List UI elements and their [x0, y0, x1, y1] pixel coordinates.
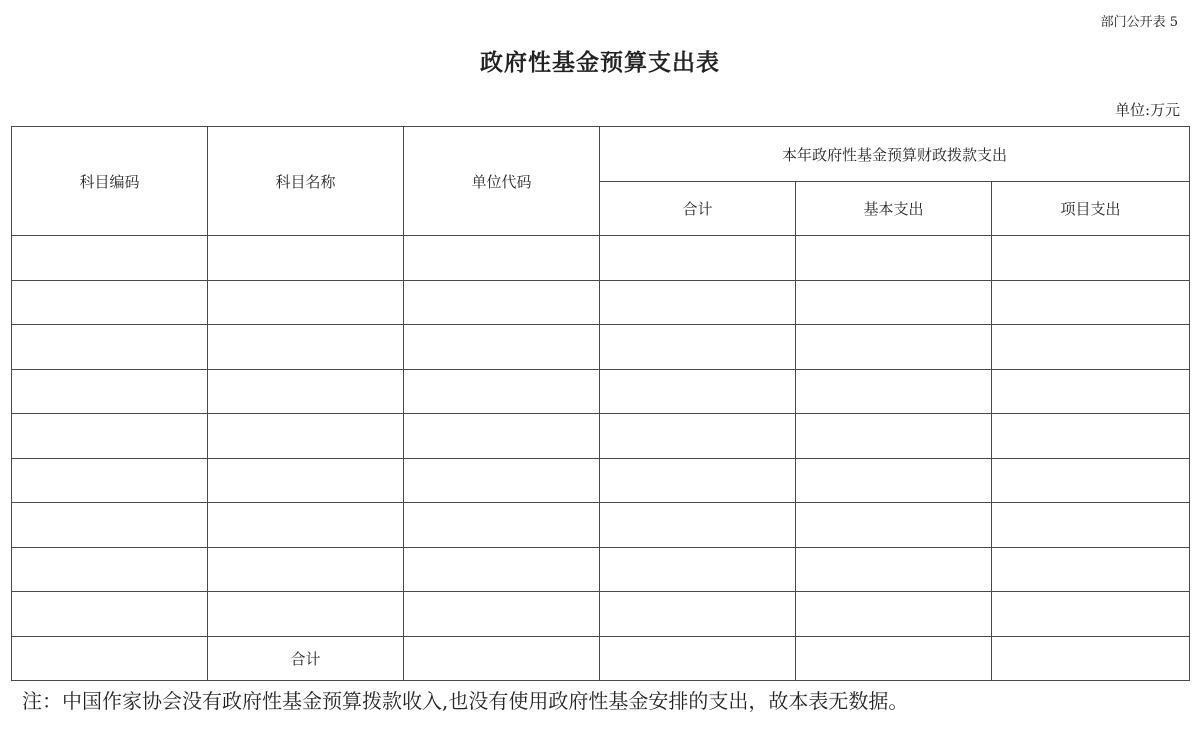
table-row: [12, 503, 1190, 548]
table-cell: [12, 369, 208, 414]
table-cell: [600, 414, 796, 459]
footnote: 注：中国作家协会没有政府性基金预算拨款收入,也没有使用政府性基金安排的支出，故本表无数据。: [22, 689, 909, 713]
table-cell: [12, 325, 208, 370]
table-cell: [12, 636, 208, 681]
table-cell: [600, 503, 796, 548]
table-cell: [600, 369, 796, 414]
table-cell: [796, 369, 992, 414]
table-cell: [208, 414, 404, 459]
table-cell: [208, 325, 404, 370]
table-cell: [404, 458, 600, 503]
total-row-label: 合计: [208, 636, 404, 681]
table-cell: [12, 503, 208, 548]
table-cell: [600, 280, 796, 325]
table-cell: [992, 592, 1190, 637]
table-cell: [600, 547, 796, 592]
table-cell: [796, 414, 992, 459]
table-cell: [796, 503, 992, 548]
table-cell: [404, 636, 600, 681]
table-cell: [796, 325, 992, 370]
table-cell: [600, 592, 796, 637]
table-cell: [208, 547, 404, 592]
table-cell: [12, 458, 208, 503]
table-cell: [992, 369, 1190, 414]
table-cell: [208, 369, 404, 414]
table-cell: [600, 458, 796, 503]
table-cell: [12, 280, 208, 325]
header-row: [12, 127, 1190, 182]
document-number-label: 部门公开表 5: [1100, 15, 1178, 30]
column-header-project-expense: 项目支出: [992, 182, 1190, 236]
table-cell: [796, 458, 992, 503]
table-cell: [796, 547, 992, 592]
table-cell: [992, 503, 1190, 548]
table-row: [12, 458, 1190, 503]
table-cell: [992, 636, 1190, 681]
table-row: [12, 280, 1190, 325]
table-cell: [992, 236, 1190, 281]
table-cell: [208, 503, 404, 548]
table-cell: [404, 325, 600, 370]
table-cell: [600, 636, 796, 681]
table-cell: [992, 325, 1190, 370]
table-cell: [796, 636, 992, 681]
table-cell: [12, 592, 208, 637]
table-cell: [404, 280, 600, 325]
table-cell: [992, 414, 1190, 459]
table-cell: [992, 280, 1190, 325]
page-title: 政府性基金预算支出表: [480, 49, 720, 76]
table-cell: [12, 547, 208, 592]
column-header-total: 合计: [600, 182, 796, 236]
budget-table: [11, 126, 1190, 681]
table-cell: [796, 236, 992, 281]
table-cell: [404, 547, 600, 592]
column-group-header-fund-expenditure: 本年政府性基金预算财政拨款支出: [600, 127, 1190, 182]
table-body: [12, 236, 1190, 681]
table-header: [12, 127, 1190, 236]
table-row: [12, 547, 1190, 592]
table-row: [12, 592, 1190, 637]
table-row: [12, 325, 1190, 370]
table-cell: [404, 592, 600, 637]
table-row: [12, 414, 1190, 459]
table-row: [12, 236, 1190, 281]
table-row: [12, 369, 1190, 414]
table-cell: [796, 280, 992, 325]
table-cell: [992, 547, 1190, 592]
table-cell: [600, 236, 796, 281]
table-cell: [12, 414, 208, 459]
table-cell: [404, 369, 600, 414]
total-row: [12, 636, 1190, 681]
column-header-unit-code: 单位代码: [404, 127, 600, 236]
table-cell: [208, 458, 404, 503]
table-cell: [208, 592, 404, 637]
table-cell: [404, 414, 600, 459]
column-header-basic-expense: 基本支出: [796, 182, 992, 236]
unit-label: 单位:万元: [1114, 101, 1180, 119]
column-header-subject-code: 科目编码: [12, 127, 208, 236]
table-cell: [796, 592, 992, 637]
table-cell: [208, 236, 404, 281]
table-cell: [404, 503, 600, 548]
table-cell: [992, 458, 1190, 503]
column-header-subject-name: 科目名称: [208, 127, 404, 236]
table-cell: [600, 325, 796, 370]
table-cell: [404, 236, 600, 281]
table-cell: [12, 236, 208, 281]
table-cell: [208, 280, 404, 325]
